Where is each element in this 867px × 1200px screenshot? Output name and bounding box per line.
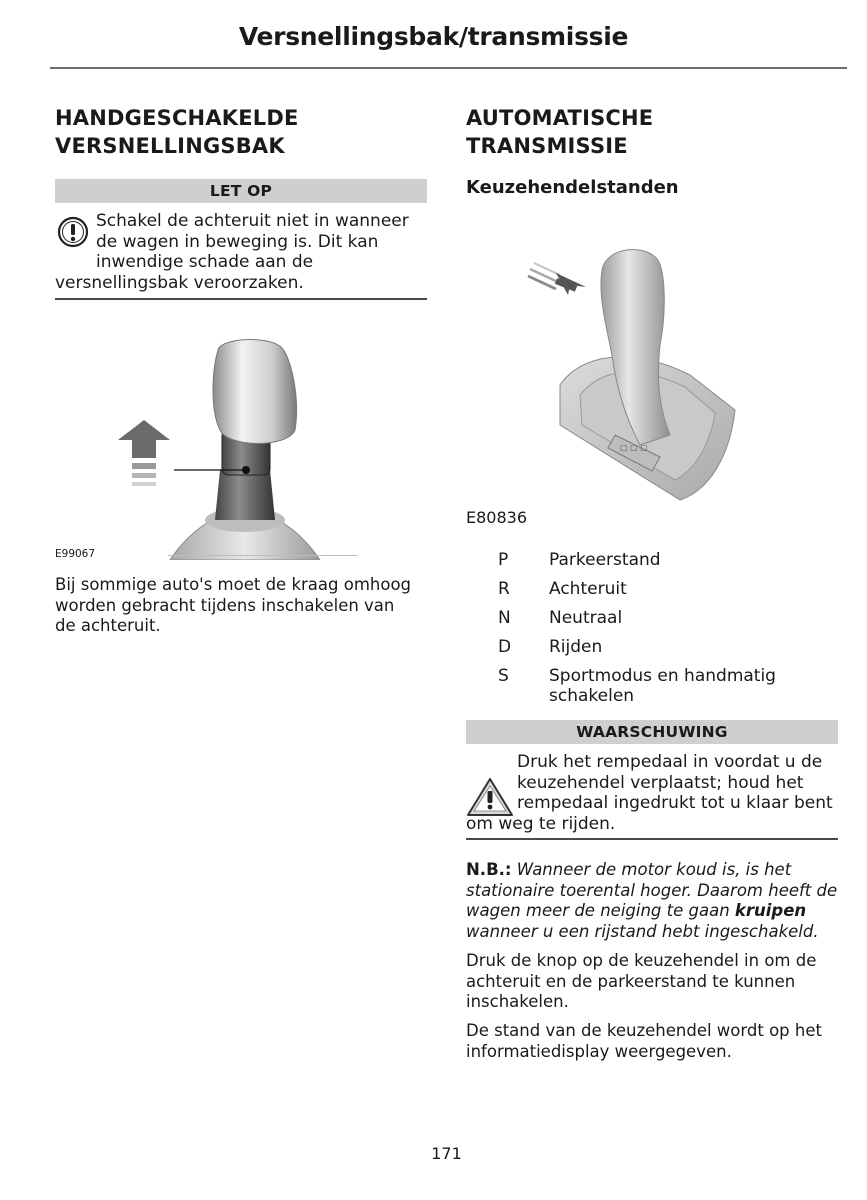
- caution-text: [55, 211, 427, 293]
- warning-divider: [466, 838, 838, 840]
- figure-code: E99067: [55, 548, 96, 560]
- reverse-park-paragraph: Druk de knop op de keuzehendel in om de achteruit en de parkeerstand te kunnen inschakelen.: [466, 951, 817, 1011]
- caution-text-line: de wagen in beweging is. Dit kan: [96, 231, 379, 252]
- gear-row-p: [498, 550, 843, 570]
- gear-letter: S: [498, 666, 509, 686]
- caution-text-line: versnellingsbak veroorzaken.: [55, 272, 304, 293]
- header-divider: [50, 67, 847, 69]
- manual-gear-lever-illustration: [110, 330, 370, 560]
- section-title-line: HANDGESCHAKELDE: [55, 106, 299, 130]
- warning-band: WAARSCHUWING: [466, 720, 838, 744]
- gear-letter: R: [498, 579, 510, 599]
- collar-paragraph: [55, 575, 430, 637]
- warning-text-line: rempedaal ingedrukt tot u klaar bent: [517, 793, 833, 813]
- section-title-line: AUTOMATISCHE: [466, 106, 654, 130]
- gear-row-d: [498, 637, 843, 657]
- section-title-line: VERSNELLINGSBAK: [55, 134, 285, 158]
- gear-description: Sportmodus en handmatig schakelen: [549, 666, 776, 706]
- caution-text-line: inwendige schade aan de: [96, 252, 314, 272]
- gear-letter: P: [498, 550, 509, 570]
- note-label: N.B.:: [466, 860, 512, 879]
- display-paragraph: De stand van de keuzehendel wordt op het informatiedisplay weergegeven.: [466, 1021, 822, 1061]
- section-title-automatic: [466, 104, 653, 160]
- collar-paragraph-line: worden gebracht tijdens inschakelen van: [55, 595, 395, 615]
- gear-position-list: [498, 550, 843, 715]
- warning-text-line: Druk het rempedaal in voordat u de: [517, 752, 823, 772]
- gear-row-n: [498, 608, 843, 628]
- caution-divider: [55, 298, 427, 300]
- section-title-manual: [55, 104, 299, 160]
- subheading-selector-positions: Keuzehendelstanden: [466, 177, 679, 198]
- collar-paragraph-line: de achteruit.: [55, 616, 161, 635]
- gear-letter: N: [498, 608, 511, 628]
- gear-description: Achteruit: [549, 579, 627, 599]
- gear-letter: D: [498, 637, 512, 657]
- gear-description: Neutraal: [549, 608, 623, 628]
- gear-row-r: [498, 579, 843, 599]
- gear-description: Parkeerstand: [549, 550, 661, 570]
- section-title-line: TRANSMISSIE: [466, 134, 628, 158]
- warning-text: [466, 752, 840, 834]
- caution-band: LET OP: [55, 179, 427, 203]
- collar-paragraph-line: Bij sommige auto's moet de kraag omhoog: [55, 575, 412, 594]
- page-number: 171: [431, 1144, 462, 1163]
- gear-description: Rijden: [549, 637, 603, 657]
- note-paragraph: [466, 860, 840, 942]
- note-text: wanneer u een rijstand hebt ingeschakeld.: [466, 921, 819, 941]
- warning-text-line: keuzehendel verplaatst; houd het: [517, 772, 804, 793]
- figure-code: E80836: [466, 508, 528, 527]
- automatic-selector-illustration: [520, 235, 740, 510]
- note-text: Wanneer de motor koud is, is het stationaire toerental hoger. Daarom heeft de wagen meer de neiging te gaan: [466, 860, 838, 920]
- warning-text-line: om weg te rijden.: [466, 813, 616, 834]
- note-emphasis: kruipen: [734, 901, 807, 920]
- svg-text:▢ ▢ ▢: ▢ ▢ ▢: [620, 443, 648, 452]
- page-header: Versnellingsbak/transmissie: [238, 22, 629, 51]
- figure-baseline: [168, 555, 358, 556]
- gear-row-s: [498, 666, 843, 706]
- caution-text-line: Schakel de achteruit niet in wanneer: [96, 211, 409, 231]
